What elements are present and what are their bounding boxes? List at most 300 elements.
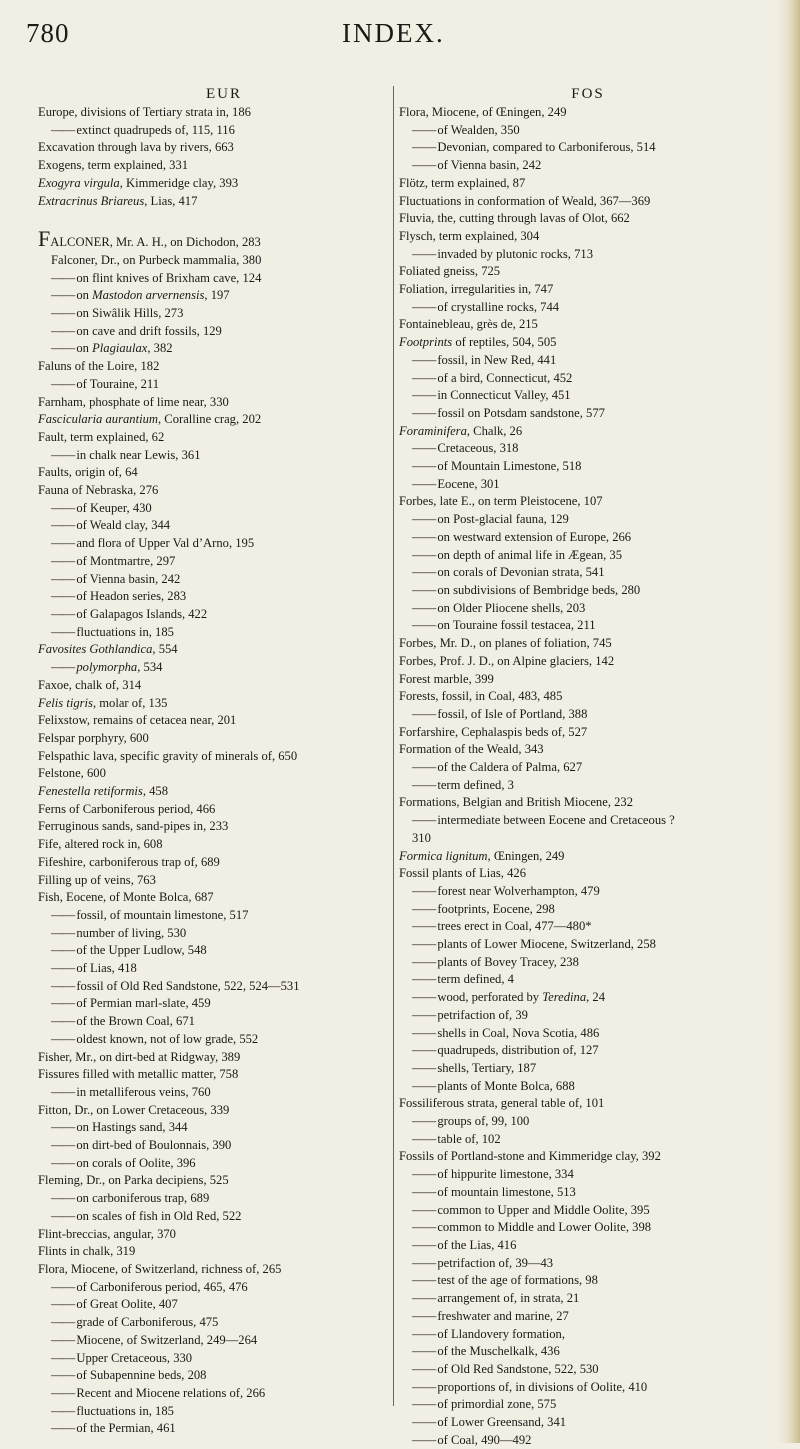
initial-letter: F xyxy=(38,226,51,252)
index-entry xyxy=(38,1190,410,1208)
index-entry xyxy=(399,1131,777,1149)
repeat-dash: —— xyxy=(51,447,77,462)
index-entry xyxy=(38,1102,410,1120)
entry-text: fluctuations in, 185 xyxy=(76,1403,174,1418)
repeat-dash: —— xyxy=(412,1415,438,1430)
entry-text: Fleming, Dr., on Parka decipiens, 525 xyxy=(38,1173,229,1188)
index-entry xyxy=(399,440,777,458)
index-entry xyxy=(38,1314,410,1332)
index-entry xyxy=(399,1361,777,1379)
index-entry xyxy=(399,936,777,954)
index-entry xyxy=(38,122,410,140)
entry-text: 310 xyxy=(412,830,431,845)
index-entry xyxy=(38,801,410,819)
entry-text: on dirt-bed of Boulonnais, 390 xyxy=(76,1138,232,1153)
repeat-dash: —— xyxy=(412,1255,438,1270)
entry-text: of Subapennine beds, 208 xyxy=(76,1368,207,1383)
index-entry xyxy=(38,193,410,211)
entry-text: Felspar porphyry, 600 xyxy=(38,730,149,745)
index-entry xyxy=(399,547,777,565)
repeat-dash: —— xyxy=(412,1291,438,1306)
index-entry xyxy=(399,582,777,600)
index-entry xyxy=(399,671,777,689)
entry-text: fossil, in New Red, 441 xyxy=(437,352,557,367)
repeat-dash: —— xyxy=(51,1332,77,1347)
index-entry xyxy=(38,226,410,252)
entry-text: Flora, Miocene, of Switzerland, richness of, 265 xyxy=(38,1262,282,1276)
entry-text: , 534 xyxy=(137,660,163,675)
repeat-dash: —— xyxy=(412,1220,438,1235)
repeat-dash: —— xyxy=(412,760,438,775)
index-entry xyxy=(399,1202,777,1220)
repeat-dash: —— xyxy=(412,1308,438,1323)
index-entry xyxy=(38,1296,410,1314)
entry-text: Farnham, phosphate of lime near, 330 xyxy=(38,394,229,409)
repeat-dash: —— xyxy=(412,582,438,597)
entry-text: invaded by plutonic rocks, 713 xyxy=(437,246,593,261)
entry-text: of Lias, 418 xyxy=(76,961,137,976)
entry-text: of a bird, Connecticut, 452 xyxy=(437,370,573,385)
entry-text: Fault, term explained, 62 xyxy=(38,429,165,444)
repeat-dash: —— xyxy=(412,441,438,456)
index-entry xyxy=(399,1060,777,1078)
index-entry xyxy=(38,818,410,836)
entry-text: and flora of Upper Val d’Arno, 195 xyxy=(76,536,255,551)
index-entry xyxy=(38,836,410,854)
entry-text: on Post-glacial fauna, 129 xyxy=(437,512,569,527)
repeat-dash: —— xyxy=(412,777,438,792)
index-entry xyxy=(399,635,777,653)
repeat-dash: —— xyxy=(412,1397,438,1412)
index-entry xyxy=(38,1332,410,1350)
entry-text: of the Upper Ludlow, 548 xyxy=(76,943,207,958)
index-entry xyxy=(399,405,777,423)
entry-term-italic: Teredina xyxy=(542,990,587,1005)
entry-text: petrifaction of, 39 xyxy=(437,1007,528,1022)
entry-text: in chalk near Lewis, 361 xyxy=(76,447,201,462)
entry-text: Filling up of veins, 763 xyxy=(38,872,156,887)
repeat-dash: —— xyxy=(51,306,77,321)
repeat-dash: —— xyxy=(51,1191,77,1206)
entry-text: intermediate between Eocene and Cretaceous ? xyxy=(437,813,675,828)
repeat-dash: —— xyxy=(412,1344,438,1359)
entry-text: plants of Bovey Tracey, 238 xyxy=(437,954,579,969)
entry-text: Flysch, term explained, 304 xyxy=(399,228,540,243)
index-entry xyxy=(38,783,410,801)
index-entry xyxy=(38,1013,410,1031)
entry-text: , 458 xyxy=(142,784,169,799)
index-entry xyxy=(399,564,777,582)
entry-text: of reptiles, 504, 505 xyxy=(452,335,557,350)
index-entry xyxy=(399,122,777,140)
index-entry xyxy=(399,246,777,264)
entry-text: Europe, divisions of Tertiary strata in, 186 xyxy=(38,105,251,119)
running-head: INDEX. xyxy=(342,18,445,48)
entry-text: of mountain limestone, 513 xyxy=(437,1184,576,1199)
repeat-dash: —— xyxy=(412,476,438,491)
left-guide-word: EUR xyxy=(206,86,242,102)
index-entry xyxy=(38,1066,410,1084)
entry-text: Eocene, 301 xyxy=(437,476,500,491)
entry-text: Fife, altered rock in, 608 xyxy=(38,837,163,852)
entry-text: on Siwâlik Hills, 273 xyxy=(76,306,184,321)
repeat-dash: —— xyxy=(51,925,77,940)
index-entry xyxy=(38,287,410,305)
entry-text: fossil, of mountain limestone, 517 xyxy=(76,907,249,922)
entry-term-italic: Fenestella retiformis xyxy=(38,784,143,799)
entry-text: Falconer, Dr., on Purbeck mammalia, 380 xyxy=(51,252,262,267)
index-entry xyxy=(38,139,410,157)
entry-text: Forbes, Prof. J. D., on Alpine glaciers, 142 xyxy=(399,653,615,668)
index-entry xyxy=(38,978,410,996)
index-entry xyxy=(399,334,777,352)
index-entry xyxy=(38,1350,410,1368)
entry-text: petrifaction of, 39—43 xyxy=(437,1255,554,1270)
repeat-dash: —— xyxy=(412,1202,438,1217)
entry-text: Foliation, irregularities in, 747 xyxy=(399,282,554,297)
index-entry xyxy=(38,748,410,766)
index-entry xyxy=(399,1379,777,1397)
entry-text: on subdivisions of Bembridge beds, 280 xyxy=(437,582,641,597)
index-entry xyxy=(38,695,410,713)
index-entry xyxy=(38,1172,410,1190)
index-entry xyxy=(38,358,410,376)
entry-text: of Coal, 490—492 xyxy=(437,1432,532,1447)
index-entry xyxy=(399,228,777,246)
entry-text: , Coralline crag, 202 xyxy=(158,412,262,427)
repeat-dash: —— xyxy=(412,1007,438,1022)
index-entry xyxy=(38,340,410,358)
index-entry xyxy=(399,157,777,175)
index-entry xyxy=(399,370,777,388)
repeat-dash: —— xyxy=(412,1043,438,1058)
entry-text: on Hastings sand, 344 xyxy=(76,1120,188,1135)
repeat-dash: —— xyxy=(412,1131,438,1146)
entry-text: Formations, Belgian and British Miocene, 232 xyxy=(399,795,634,810)
right-guide-word: FOS xyxy=(571,86,605,102)
entry-text: proportions of, in divisions of Oolite, 410 xyxy=(437,1379,648,1394)
repeat-dash: —— xyxy=(51,1421,77,1436)
entry-text: Devonian, compared to Carboniferous, 514 xyxy=(437,140,656,155)
entry-text: Fossil plants of Lias, 426 xyxy=(399,866,526,881)
index-entry xyxy=(38,571,410,589)
index-entry xyxy=(399,1148,777,1166)
entry-text: in metalliferous veins, 760 xyxy=(76,1084,211,1099)
index-entry xyxy=(399,794,777,812)
index-entry xyxy=(38,995,410,1013)
column-rule xyxy=(393,86,394,1406)
repeat-dash: —— xyxy=(51,1368,77,1383)
repeat-dash: —— xyxy=(412,600,438,615)
repeat-dash: —— xyxy=(412,388,438,403)
repeat-dash: —— xyxy=(412,1025,438,1040)
repeat-dash: —— xyxy=(51,500,77,515)
entry-text: , Œningen, 249 xyxy=(487,848,565,863)
index-entry xyxy=(399,1326,777,1344)
repeat-dash: —— xyxy=(51,518,77,533)
entry-text: of Vienna basin, 242 xyxy=(76,571,181,586)
index-entry xyxy=(399,104,777,122)
left-entries xyxy=(38,104,410,1438)
entry-text: of primordial zone, 575 xyxy=(437,1397,557,1412)
entry-text: Formation of the Weald, 343 xyxy=(399,742,544,757)
index-entry xyxy=(38,588,410,606)
entry-term-italic: Extracrinus Briareus xyxy=(38,193,145,208)
repeat-dash: —— xyxy=(412,529,438,544)
index-entry xyxy=(38,1137,410,1155)
entry-text: Fauna of Nebraska, 276 xyxy=(38,483,159,498)
index-entry xyxy=(38,1084,410,1102)
entry-text: of hippurite limestone, 334 xyxy=(437,1167,574,1182)
entry-text: Faults, origin of, 64 xyxy=(38,465,138,480)
entry-text: Flötz, term explained, 87 xyxy=(399,175,526,190)
entry-text: of Montmartre, 297 xyxy=(76,553,176,568)
repeat-dash: —— xyxy=(51,571,77,586)
entry-text: extinct quadrupeds of, 115, 116 xyxy=(76,122,235,137)
index-entry xyxy=(38,447,410,465)
index-entry xyxy=(38,1403,410,1421)
index-entry xyxy=(399,1078,777,1096)
entry-text: Miocene, of Switzerland, 249—264 xyxy=(76,1332,258,1347)
entry-text: , Kimmeridge clay, 393 xyxy=(119,175,239,190)
entry-term-italic: Mastodon arvernensis xyxy=(92,288,205,303)
repeat-dash: —— xyxy=(51,536,77,551)
repeat-dash: —— xyxy=(412,565,438,580)
index-entry xyxy=(399,316,777,334)
entry-text: quadrupeds, distribution of, 127 xyxy=(437,1043,599,1058)
entry-text: oldest known, not of low grade, 552 xyxy=(76,1031,259,1046)
index-entry xyxy=(399,1432,777,1449)
entry-text: Flint-breccias, angular, 370 xyxy=(38,1226,176,1241)
index-entry xyxy=(38,305,410,323)
repeat-dash: —— xyxy=(51,978,77,993)
repeat-dash: —— xyxy=(51,553,77,568)
entry-text: of Headon series, 283 xyxy=(76,589,187,604)
entry-text: on Touraine fossil testacea, 211 xyxy=(437,618,596,633)
index-entry xyxy=(399,281,777,299)
repeat-dash: —— xyxy=(412,1060,438,1075)
entry-text: on xyxy=(76,288,93,303)
index-entry xyxy=(38,889,410,907)
repeat-dash: —— xyxy=(51,1155,77,1170)
entry-text: Fontainebleau, grès de, 215 xyxy=(399,317,538,332)
index-entry xyxy=(399,1025,777,1043)
repeat-dash: —— xyxy=(412,547,438,562)
index-entry xyxy=(399,139,777,157)
entry-text: groups of, 99, 100 xyxy=(437,1114,530,1129)
entry-text: of Vienna basin, 242 xyxy=(437,158,542,173)
entry-text: of Mountain Limestone, 518 xyxy=(437,459,582,474)
index-entry xyxy=(399,1343,777,1361)
index-entry xyxy=(38,394,410,412)
entry-text: Flints in chalk, 319 xyxy=(38,1244,136,1259)
entry-text: grade of Carboniferous, 475 xyxy=(76,1315,219,1330)
repeat-dash: —— xyxy=(51,996,77,1011)
index-entry xyxy=(38,606,410,624)
entry-text: Exogens, term explained, 331 xyxy=(38,158,189,173)
repeat-dash: —— xyxy=(412,706,438,721)
entry-text: arrangement of, in strata, 21 xyxy=(437,1291,580,1306)
entry-text: Fissures filled with metallic matter, 758 xyxy=(38,1067,239,1082)
entry-text: of Touraine, 211 xyxy=(76,376,160,391)
index-entry xyxy=(399,1184,777,1202)
index-entry xyxy=(399,263,777,281)
repeat-dash: —— xyxy=(51,341,77,356)
repeat-dash: —— xyxy=(412,1238,438,1252)
repeat-dash: —— xyxy=(412,901,438,916)
index-entry xyxy=(38,1420,410,1438)
repeat-dash: —— xyxy=(412,1432,438,1447)
repeat-dash: —— xyxy=(412,405,438,420)
repeat-dash: —— xyxy=(412,1273,438,1288)
entry-text: Flora, Miocene, of Œningen, 249 xyxy=(399,105,567,119)
index-entry xyxy=(38,553,410,571)
repeat-dash: —— xyxy=(412,972,438,987)
entry-text: fossil on Potsdam sandstone, 577 xyxy=(437,405,605,420)
index-entry xyxy=(399,901,777,919)
repeat-dash: —— xyxy=(412,1379,438,1394)
entry-text: on corals of Oolite, 396 xyxy=(76,1155,196,1170)
repeat-dash: —— xyxy=(412,299,438,314)
repeat-dash: —— xyxy=(51,1403,77,1418)
index-entry xyxy=(399,423,777,441)
entry-text: , Chalk, 26 xyxy=(466,423,523,438)
repeat-dash: —— xyxy=(412,1114,438,1129)
entry-text: Fluvia, the, cutting through lavas of Olot, 662 xyxy=(399,211,630,226)
repeat-dash: —— xyxy=(51,1315,77,1330)
entry-term-italic: Formica lignitum xyxy=(399,848,488,863)
entry-term-italic: Exogyra virgula xyxy=(38,175,120,190)
entry-text: of Galapagos Islands, 422 xyxy=(76,606,208,621)
repeat-dash: —— xyxy=(412,1184,438,1199)
repeat-dash: —— xyxy=(412,919,438,934)
entry-text: wood, perforated by xyxy=(437,990,543,1005)
entry-text: Forests, fossil, in Coal, 483, 485 xyxy=(399,689,563,704)
repeat-dash: —— xyxy=(412,990,438,1005)
index-entry xyxy=(38,1367,410,1385)
index-entry xyxy=(399,883,777,901)
repeat-dash: —— xyxy=(412,954,438,969)
index-entry xyxy=(399,600,777,618)
entry-text: of the Lias, 416 xyxy=(437,1238,517,1252)
entry-text: on carboniferous trap, 689 xyxy=(76,1191,210,1206)
index-entry xyxy=(38,157,410,175)
index-entry xyxy=(399,653,777,671)
index-entry xyxy=(38,323,410,341)
entry-text: of the Caldera of Palma, 627 xyxy=(437,760,583,775)
index-entry xyxy=(38,270,410,288)
index-entry xyxy=(399,458,777,476)
repeat-dash: —— xyxy=(51,1385,77,1400)
repeat-dash: —— xyxy=(412,370,438,385)
index-entry xyxy=(399,865,777,883)
entry-text: footprints, Eocene, 298 xyxy=(437,901,555,916)
entry-text: on westward extension of Europe, 266 xyxy=(437,529,632,544)
index-entry xyxy=(38,960,410,978)
entry-text: Cretaceous, 318 xyxy=(437,441,519,456)
entry-text: Fitton, Dr., on Lower Cretaceous, 339 xyxy=(38,1102,230,1117)
entry-text: of Keuper, 430 xyxy=(76,500,152,515)
repeat-dash: —— xyxy=(51,1138,77,1153)
index-entry xyxy=(399,1308,777,1326)
entry-text: shells in Coal, Nova Scotia, 486 xyxy=(437,1025,600,1040)
repeat-dash: —— xyxy=(51,1120,77,1135)
entry-text: term defined, 4 xyxy=(437,972,514,987)
entry-text: , 382 xyxy=(147,341,173,356)
index-entry xyxy=(38,1031,410,1049)
entry-term-italic: Plagiaulax xyxy=(92,341,148,356)
entry-text: Fossils of Portland-stone and Kimmeridge clay, 392 xyxy=(399,1149,661,1164)
index-entry xyxy=(399,848,777,866)
index-entry xyxy=(399,1396,777,1414)
index-entry xyxy=(38,376,410,394)
index-entry xyxy=(399,617,777,635)
entry-text: trees erect in Coal, 477—480* xyxy=(437,919,592,934)
entry-text: Faxoe, chalk of, 314 xyxy=(38,677,142,692)
index-entry xyxy=(38,500,410,518)
repeat-dash: —— xyxy=(412,1361,438,1376)
repeat-dash: —— xyxy=(51,288,77,303)
index-entry xyxy=(399,387,777,405)
index-entry xyxy=(399,1095,777,1113)
index-entry xyxy=(38,1279,410,1297)
entry-text: of crystalline rocks, 744 xyxy=(437,299,560,314)
repeat-dash: —— xyxy=(412,352,438,367)
index-entry xyxy=(399,1414,777,1432)
entry-text: plants of Lower Miocene, Switzerland, 258 xyxy=(437,937,656,952)
repeat-dash: —— xyxy=(412,512,438,527)
repeat-dash: —— xyxy=(51,122,77,137)
entry-text: of Carboniferous period, 465, 476 xyxy=(76,1279,248,1294)
entry-text: of Weald clay, 344 xyxy=(76,518,171,533)
index-entry xyxy=(399,493,777,511)
index-entry xyxy=(399,989,777,1007)
index-entry xyxy=(399,777,777,795)
entry-text: on scales of fish in Old Red, 522 xyxy=(76,1208,242,1223)
repeat-dash: —— xyxy=(51,270,77,285)
entry-text: on cave and drift fossils, 129 xyxy=(76,323,222,338)
entry-text: Felspathic lava, specific gravity of minerals of, 650 xyxy=(38,748,298,763)
index-entry xyxy=(38,854,410,872)
entry-text: Upper Cretaceous, 330 xyxy=(76,1350,193,1365)
entry-text: Forfarshire, Cephalaspis beds of, 527 xyxy=(399,724,588,739)
left-column xyxy=(38,84,410,1438)
index-entry xyxy=(38,677,410,695)
index-entry xyxy=(399,706,777,724)
index-entry xyxy=(399,175,777,193)
entry-text: on flint knives of Brixham cave, 124 xyxy=(76,270,262,285)
entry-text: Ferruginous sands, sand-pipes in, 233 xyxy=(38,819,229,834)
index-entry xyxy=(38,1049,410,1067)
index-entry xyxy=(399,1042,777,1060)
repeat-dash: —— xyxy=(51,1297,77,1312)
index-entry xyxy=(38,535,410,553)
entry-text: Fish, Eocene, of Monte Bolca, 687 xyxy=(38,890,214,905)
entry-text: Fifeshire, carboniferous trap of, 689 xyxy=(38,854,220,869)
entry-text: of Great Oolite, 407 xyxy=(76,1297,178,1312)
entry-text: of the Muschelkalk, 436 xyxy=(437,1344,560,1359)
repeat-dash: —— xyxy=(51,1208,77,1223)
index-entry xyxy=(38,712,410,730)
index-entry xyxy=(38,659,410,677)
entry-text: fossil, of Isle of Portland, 388 xyxy=(437,706,588,721)
index-entry xyxy=(38,429,410,447)
index-entry xyxy=(399,741,777,759)
index-entry xyxy=(399,1290,777,1308)
repeat-dash: —— xyxy=(412,937,438,952)
entry-text: Fisher, Mr., on dirt-bed at Ridgway, 389 xyxy=(38,1049,241,1064)
index-entry xyxy=(38,1119,410,1137)
